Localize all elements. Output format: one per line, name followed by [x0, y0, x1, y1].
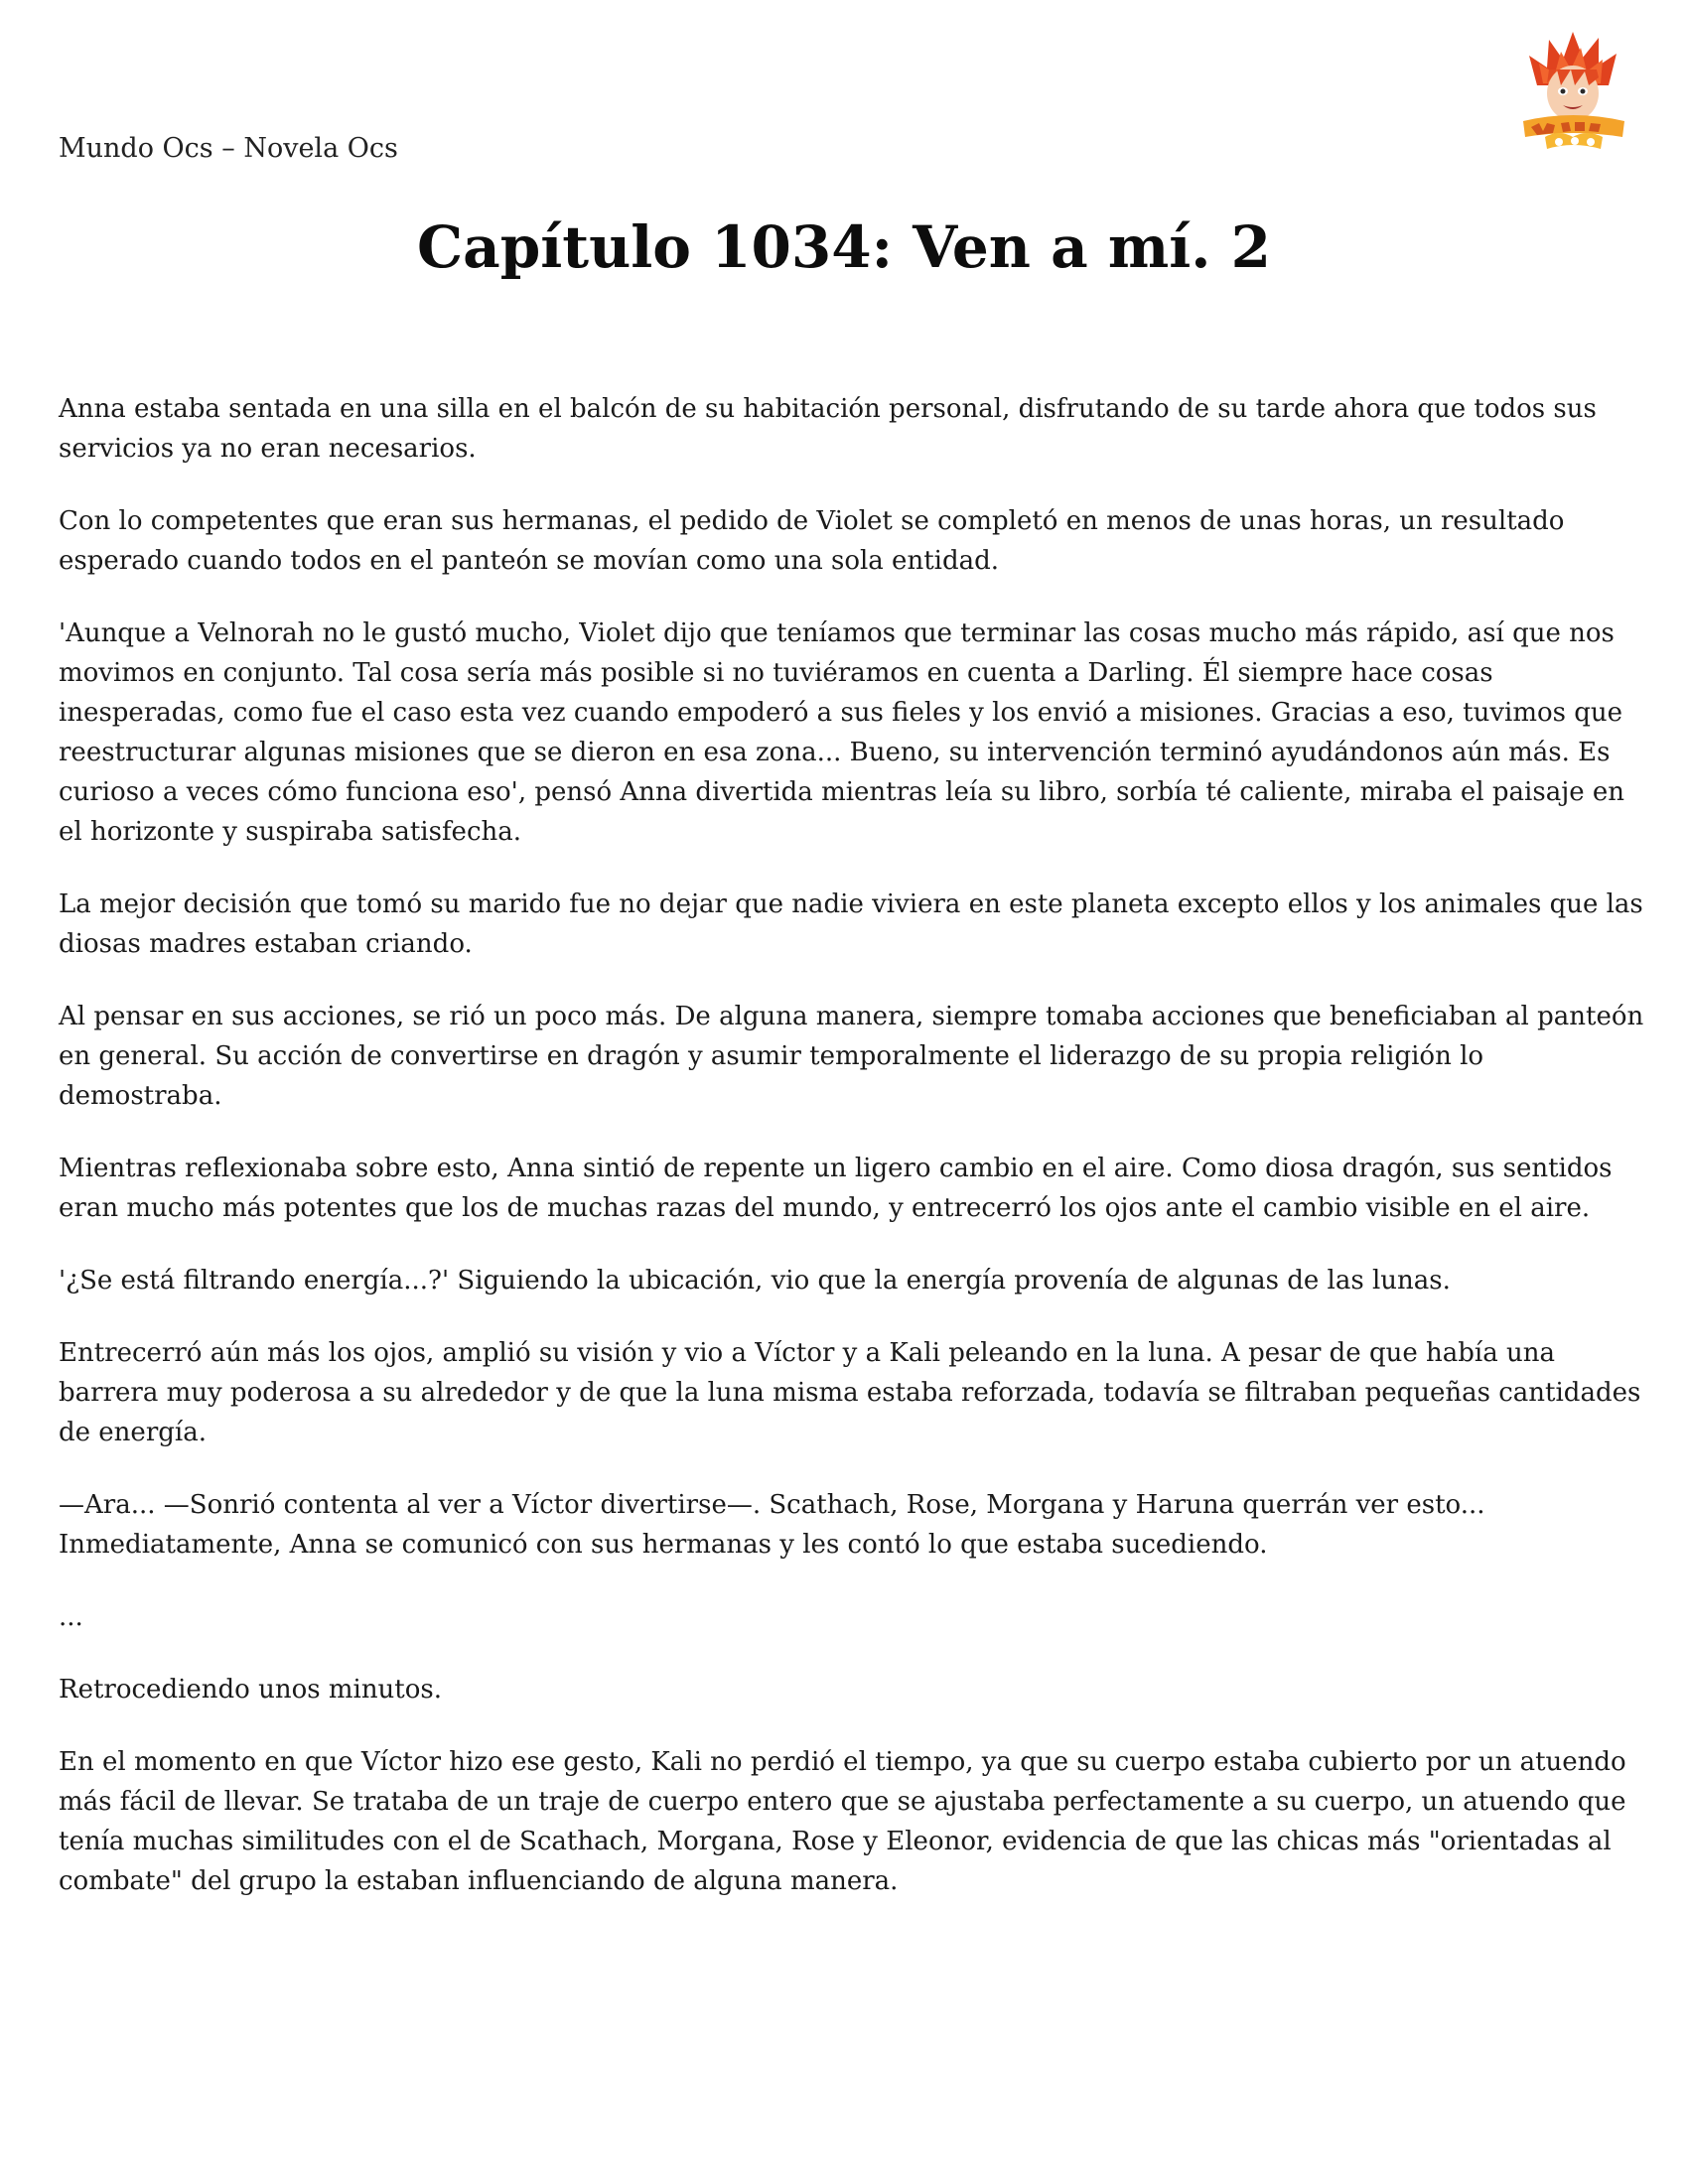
- paragraph: Retrocediendo unos minutos.: [59, 1675, 443, 1705]
- paragraph: Entrecerró aún más los ojos, amplió su visión y vio a Víctor y a Kali peleando en la luna. A pesar de que había una barrera muy poderosa a su alrededor y de que la luna misma estaba reforzada, todavía se filtraban pequeñas cantidades de energía.: [59, 1338, 1641, 1447]
- paragraph: La mejor decisión que tomó su marido fue no dejar que nadie viviera en este planeta excepto ellos y los animales que las diosas madres estaban criando.: [59, 889, 1643, 959]
- paragraph: Al pensar en sus acciones, se rió un poco más. De alguna manera, siempre tomaba acciones que beneficiaban al panteón en general. Su acción de convertirse en dragón y asumir temporalmente el liderazgo de su propia religión lo demostraba.: [59, 1002, 1644, 1111]
- chapter-body: [59, 389, 1647, 1934]
- paragraph: Mientras reflexionaba sobre esto, Anna sintió de repente un ligero cambio en el aire. Como diosa dragón, sus sentidos eran mucho más potentes que los de muchas razas del mundo, y entrecerró los ojos ante el cambio visible en el aire.: [59, 1154, 1613, 1223]
- paragraph: '¿Se está filtrando energía...?' Siguiendo la ubicación, vio que la energía provenía de algunas de las lunas.: [59, 1266, 1451, 1296]
- scene-break: ...: [59, 1602, 83, 1632]
- paragraph: 'Aunque a Velnorah no le gustó mucho, Violet dijo que teníamos que terminar las cosas mucho más rápido, así que nos movimos en conjunto. Tal cosa sería más posible si no tuviéramos en cuenta a Darling. Él siempre hace cosas inesperadas, como fue el caso esta vez cuando empoderó a sus fieles y los envió a misiones. Gracias a eso, tuvimos que reestructurar algunas misiones que se dieron en esa zona... Bueno, su intervención terminó ayudándonos aún más. Es curioso a veces cómo funciona eso', pensó Anna divertida mientras leía su libro, sorbía té caliente, miraba el paisaje en el horizonte y suspiraba satisfecha.: [59, 618, 1625, 847]
- site-header: Mundo Ocs – Novela Ocs: [59, 133, 398, 164]
- chapter-title: Capítulo 1034: Ven a mí. 2: [416, 213, 1272, 281]
- paragraph: Con lo competentes que eran sus hermanas, el pedido de Violet se completó en menos de unas horas, un resultado esperado cuando todos en el panteón se movían como una sola entidad.: [59, 506, 1565, 576]
- paragraph: En el momento en que Víctor hizo ese gesto, Kali no perdió el tiempo, ya que su cuerpo estaba cubierto por un atuendo más fácil de llevar. Se trataba de un traje de cuerpo entero que se ajustaba perfectamente a su cuerpo, un atuendo que tenía muchas similitudes con el de Scathach, Morgana, Rose y Eleonor, evidencia de que las chicas más "orientadas al combate" del grupo la estaban influenciando de alguna manera.: [59, 1747, 1626, 1896]
- paragraph: Anna estaba sentada en una silla en el balcón de su habitación personal, disfrutando de su tarde ahora que todos sus servicios ya no eran necesarios.: [59, 394, 1597, 464]
- paragraph: —Ara... —Sonrió contenta al ver a Víctor divertirse—. Scathach, Rose, Morgana y Haruna querrán ver esto... Inmediatamente, Anna se comunicó con sus hermanas y les contó lo que estaba sucediendo.: [59, 1490, 1485, 1560]
- avatar-logo-icon: [1509, 26, 1636, 155]
